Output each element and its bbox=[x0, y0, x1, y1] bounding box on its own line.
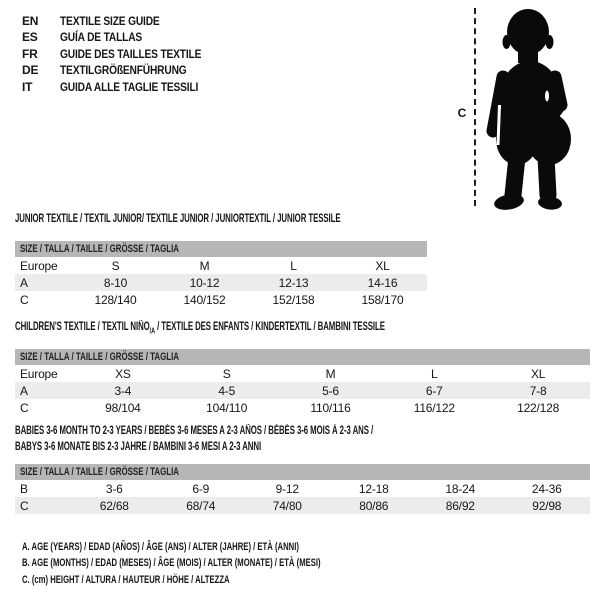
table-row bbox=[15, 382, 590, 399]
language-title: TEXTILE SIZE GUIDE bbox=[60, 14, 160, 28]
cell: 14-16 bbox=[367, 275, 398, 290]
size-header-bar: SIZE / TALLA / TAILLE / GRÖSSE / TAGLIA bbox=[15, 464, 590, 480]
cell: 128/140 bbox=[94, 292, 137, 307]
language-row bbox=[22, 13, 226, 29]
note-height-cm: C. (cm) HEIGHT / ALTURA / HAUTEUR / HÖHE / ALTEZZA bbox=[22, 573, 230, 586]
babies-table-grid bbox=[15, 464, 590, 514]
height-measure-line bbox=[474, 8, 476, 206]
cell: 110/116 bbox=[310, 400, 351, 415]
cell: 18-24 bbox=[445, 481, 476, 496]
language-code: DE bbox=[22, 63, 39, 78]
cell: 104/110 bbox=[206, 400, 248, 415]
language-code: EN bbox=[22, 14, 39, 28]
table-row bbox=[15, 497, 590, 514]
cell: 12-18 bbox=[358, 481, 389, 496]
table-row bbox=[15, 274, 427, 291]
cell: 68/74 bbox=[186, 498, 216, 513]
cell: XS bbox=[115, 366, 131, 381]
row-label: B bbox=[20, 481, 28, 496]
cell: S bbox=[222, 366, 231, 381]
cell: 116/122 bbox=[413, 400, 455, 415]
cell: 8-10 bbox=[103, 275, 128, 290]
language-title: TEXTILGRÖßENFÜHRUNG bbox=[60, 63, 187, 78]
row-label: Europe bbox=[20, 366, 58, 381]
height-label: C bbox=[457, 106, 467, 120]
cell: S bbox=[111, 258, 120, 273]
language-code: ES bbox=[22, 30, 38, 45]
cell: 86/92 bbox=[445, 498, 475, 513]
cell: 140/152 bbox=[183, 292, 226, 307]
cell: 122/128 bbox=[517, 400, 560, 415]
cell: 3-6 bbox=[105, 481, 123, 496]
babies-textile-table bbox=[15, 424, 590, 513]
cell: 6-7 bbox=[425, 383, 443, 398]
table-row bbox=[15, 399, 590, 416]
language-title: GUIDA ALLE TAGLIE TESSILI bbox=[60, 79, 199, 94]
cell: XL bbox=[375, 258, 390, 273]
cell: 4-5 bbox=[218, 383, 236, 398]
junior-table-title: JUNIOR TEXTILE / TEXTIL JUNIOR/ TEXTILE JUNIOR / JUNIORTEXTIL / JUNIOR TESSILE bbox=[15, 213, 341, 225]
row-label: C bbox=[20, 400, 29, 415]
cell: 80/86 bbox=[359, 498, 389, 513]
language-title-list bbox=[22, 13, 226, 95]
cell: 98/104 bbox=[105, 400, 141, 415]
language-title: GUÍA DE TALLAS bbox=[60, 30, 143, 45]
junior-textile-table bbox=[15, 212, 427, 307]
cell: 6-9 bbox=[192, 481, 210, 496]
cell: 9-12 bbox=[275, 481, 299, 496]
baby-figure bbox=[450, 2, 600, 216]
cell: M bbox=[199, 258, 210, 273]
row-label: C bbox=[20, 292, 29, 307]
note-age-months: B. AGE (MONTHS) / EDAD (MESES) / ÂGE (MOIS) / ALTER (MONATE) / ETÀ (MESI) bbox=[22, 557, 321, 570]
cell: 7-8 bbox=[529, 383, 547, 398]
cell: XL bbox=[530, 366, 546, 381]
row-label: C bbox=[20, 498, 29, 513]
cell: 152/158 bbox=[272, 292, 315, 307]
cell: 5-6 bbox=[322, 383, 339, 398]
legend-notes bbox=[22, 539, 449, 588]
size-header-bar: SIZE / TALLA / TAILLE / GRÖSSE / TAGLIA bbox=[15, 241, 427, 257]
language-row bbox=[22, 62, 226, 78]
cell: L bbox=[431, 366, 438, 381]
cell: 3-4 bbox=[114, 383, 132, 398]
row-label: A bbox=[20, 383, 28, 398]
cell: 92/98 bbox=[532, 498, 562, 513]
children-table-title: CHILDREN'S TEXTILE / TEXTIL $NIÑO_{/A}$ / TEXTILE DES ENFANTS / KINDERTEXTIL / BAMBINI TESSILE bbox=[15, 321, 385, 336]
language-title: GUIDE DES TAILLES TEXTILE bbox=[60, 46, 202, 61]
cell: L bbox=[290, 258, 297, 273]
cell: 74/80 bbox=[272, 498, 302, 513]
cell: M bbox=[325, 366, 336, 381]
table-row bbox=[15, 365, 590, 382]
size-header-bar: SIZE / TALLA / TAILLE / GRÖSSE / TAGLIA bbox=[15, 349, 590, 365]
table-row bbox=[15, 480, 590, 497]
babies-table-title-line2: BABYS 3-6 MONATE BIS 2-3 JAHRE / BAMBINI 3-6 MESI A 2-3 ANNI bbox=[15, 441, 262, 453]
language-code: FR bbox=[22, 46, 38, 61]
babies-table-title-line1: BABIES 3-6 MONTH TO 2-3 YEARS / BEBÉS 3-6 MESES A 2-3 AÑOS / BÉBÉS 3-6 MOIS À 2-3 ANS / bbox=[15, 425, 374, 437]
cell: 158/170 bbox=[361, 292, 404, 307]
row-label: Europe bbox=[20, 258, 58, 273]
note-age-years: A. AGE (YEARS) / EDAD (AÑOS) / ÂGE (ANS) / ALTER (JAHRE) / ETÀ (ANNI) bbox=[22, 541, 299, 553]
table-row bbox=[15, 291, 427, 308]
language-row bbox=[22, 79, 226, 95]
junior-table-grid bbox=[15, 241, 427, 308]
cell: 24-36 bbox=[531, 481, 562, 496]
cell: 62/68 bbox=[99, 498, 129, 513]
cell: 10-12 bbox=[189, 275, 220, 290]
language-code: IT bbox=[22, 79, 33, 94]
children-textile-table bbox=[15, 320, 590, 415]
table-row bbox=[15, 257, 427, 274]
language-row bbox=[22, 46, 226, 62]
language-row bbox=[22, 29, 226, 45]
cell: 12-13 bbox=[278, 275, 309, 290]
baby-silhouette bbox=[483, 5, 598, 215]
children-table-grid bbox=[15, 349, 590, 416]
row-label: A bbox=[20, 275, 28, 290]
